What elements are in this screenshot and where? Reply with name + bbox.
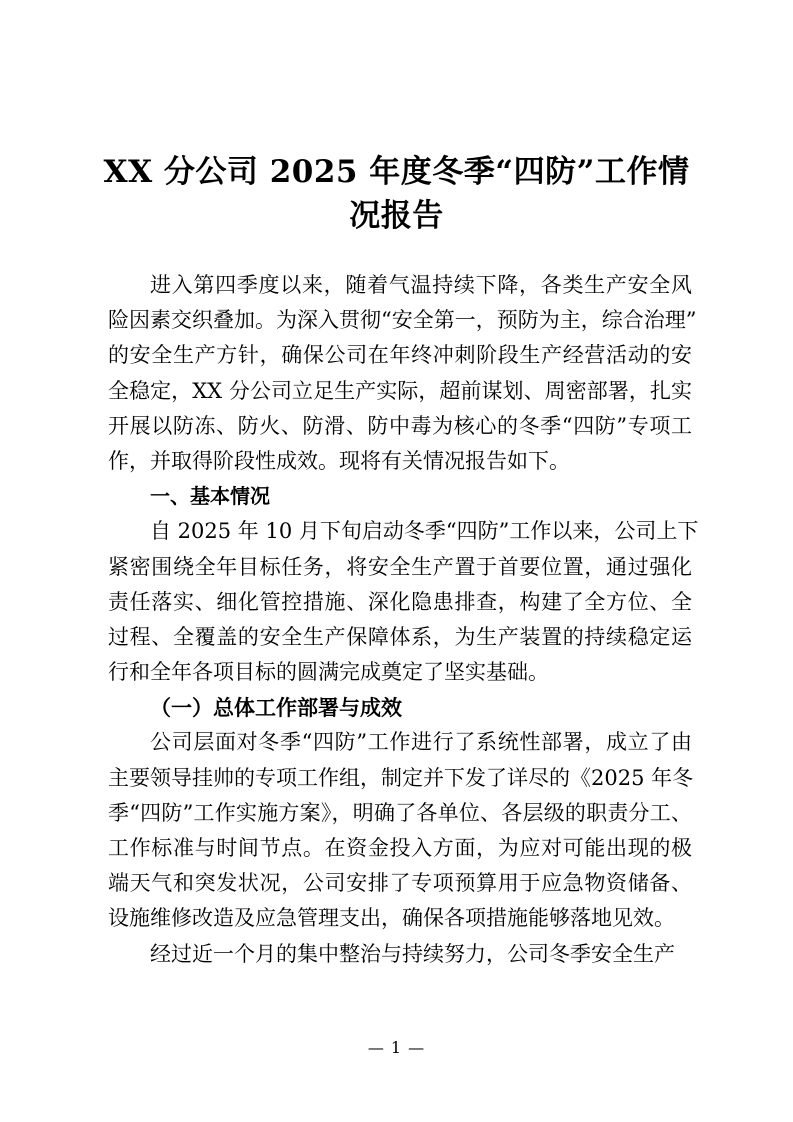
- paragraph-line: 端天气和突发状况，公司安排了专项预算用于应急物资储备、: [108, 871, 692, 896]
- title-line-2: 况报告: [349, 198, 444, 234]
- paragraph-line: 紧密围绕全年目标任务，将安全生产置于首要位置，通过强化: [108, 554, 692, 579]
- document-title: [96, 150, 697, 238]
- section-heading: 一、基本情况: [150, 484, 270, 509]
- paragraph-line: 开展以防冻、防火、防滑、防中毒为核心的冬季“四防”专项工: [108, 413, 692, 438]
- paragraph-line: 公司层面对冬季“四防”工作进行了系统性部署，成立了由: [150, 730, 692, 755]
- paragraph-line: 设施维修改造及应急管理支出，确保各项措施能够落地见效。: [108, 906, 675, 931]
- paragraph-line: 责任落实、细化管控措施、深化隐患排查，构建了全方位、全: [108, 589, 692, 614]
- paragraph-line: 险因素交织叠加。为深入贯彻“安全第一，预防为主，综合治理”: [108, 308, 697, 333]
- paragraph-line: 过程、全覆盖的安全生产保障体系，为生产装置的持续稳定运: [108, 624, 692, 649]
- document-body: [108, 268, 699, 972]
- paragraph-line: 经过近一个月的集中整治与持续努力，公司冬季安全生产: [150, 941, 675, 966]
- paragraph-line: 工作标准与时间节点。在资金投入方面，为应对可能出现的极: [108, 836, 692, 860]
- paragraph-line: 全稳定，XX 分公司立足生产实际，超前谋划、周密部署，扎实: [108, 378, 692, 403]
- paragraph-line: 行和全年各项目标的圆满完成奠定了坚实基础。: [108, 660, 549, 685]
- subsection-heading: （一）总体工作部署与成效: [150, 695, 402, 721]
- paragraph-line: 季“四防”工作实施方案》，明确了各单位、各层级的职责分工、: [108, 800, 692, 825]
- title-line-1: XX 分公司 2025 年度冬季“四防”工作情: [103, 154, 690, 190]
- paragraph-line: 的安全生产方针，确保公司在年终冲刺阶段生产经营活动的安: [108, 343, 692, 368]
- paragraph-line: 作，并取得阶段性成效。现将有关情况报告如下。: [108, 448, 570, 473]
- paragraph-line: 主要领导挂帅的专项工作组，制定并下发了详尽的《2025 年冬: [108, 765, 694, 790]
- paragraph-line: 进入第四季度以来，随着气温持续下降，各类生产安全风: [150, 273, 692, 297]
- page-number: — 1 —: [367, 1038, 426, 1057]
- paragraph-line: 自 2025 年 10 月下旬启动冬季“四防”工作以来，公司上下: [150, 519, 699, 544]
